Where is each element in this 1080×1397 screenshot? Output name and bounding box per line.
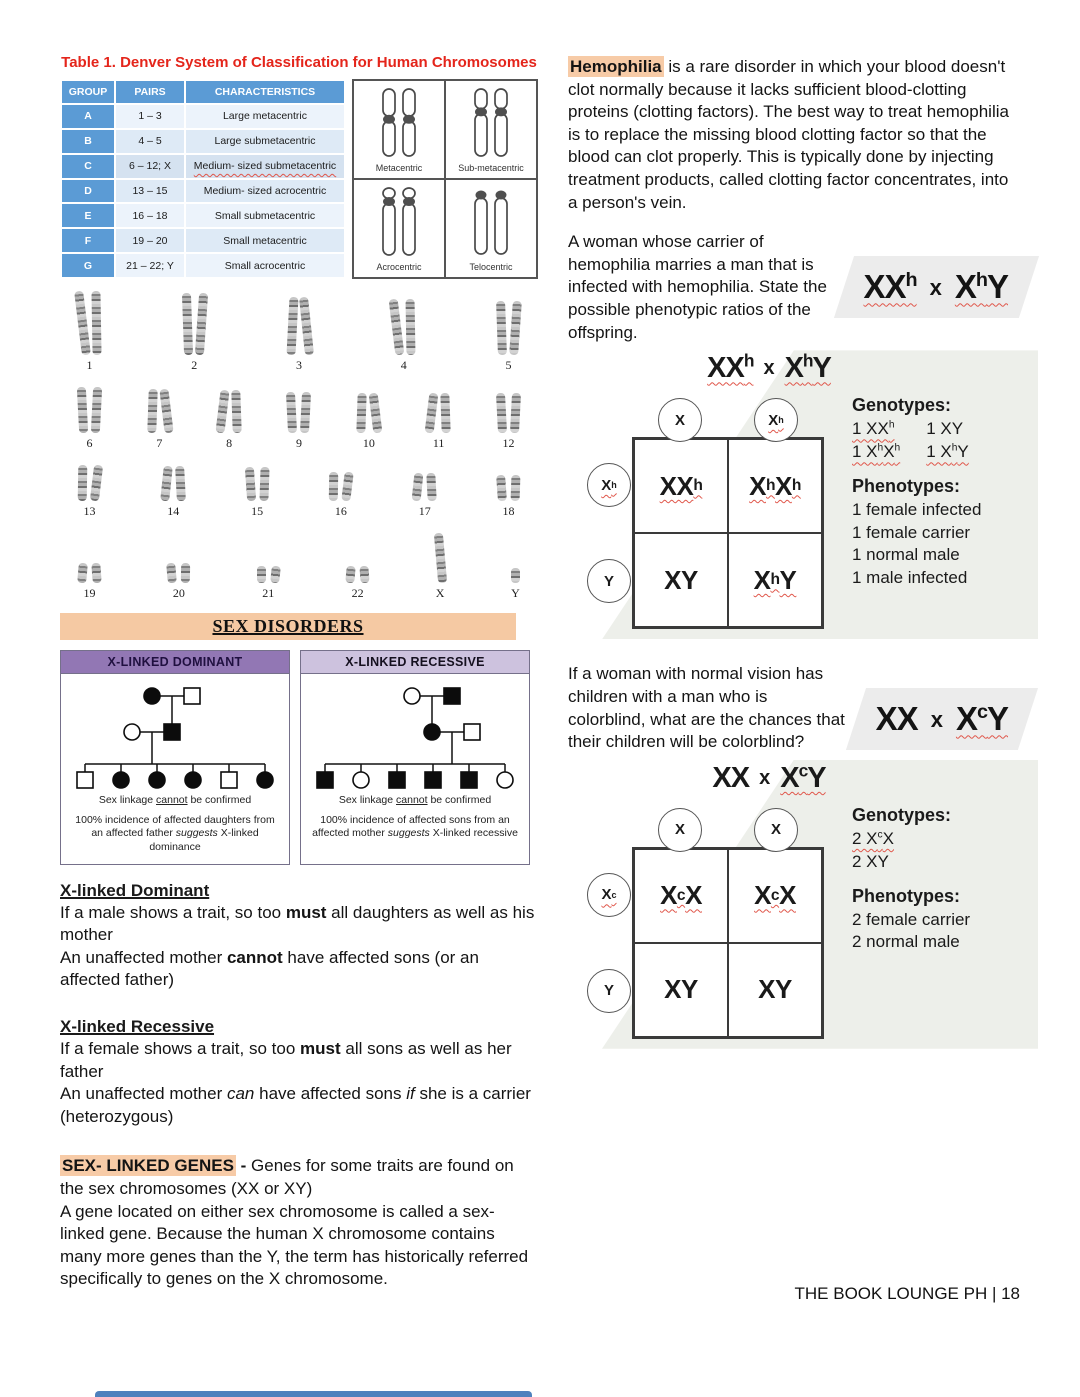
chromosome-number-label: 2 [191,358,198,372]
table-row [62,105,344,128]
characteristics-cell: Medium- sized submetacentric [186,155,344,178]
pairs-cell: 4 – 5 [116,130,184,153]
group-cell: E [62,204,114,227]
chromosome-number-label: 1 [86,358,93,372]
cross-notation-large [844,256,1029,318]
genotypes-label: Genotypes: [852,804,952,825]
paragraph: If a female shows a trait, so too must all sons as well as her father [60,1039,512,1081]
pairs-cell: 16 – 18 [116,204,184,227]
chromosome-number-label: 4 [400,358,407,372]
genotype-token: $XX^h$ [863,268,917,306]
chromosome-pair [329,472,352,519]
pedigree-card [300,650,530,865]
chromosome-type-label: Acrocentric [376,262,422,272]
chromosome-pair [257,566,280,601]
chromosome-number-label: 12 [502,436,515,450]
chromosome-illustration [366,85,432,161]
classification-table [60,79,346,279]
chromosome-type-label: Metacentric [375,163,423,173]
genotype-token: $X^hY$ [954,268,1008,306]
table-title: Table 1. Denver System of Classification for Human Chromosomes [61,54,537,71]
characteristics-cell: Small acrocentric [186,254,344,277]
next-page-table-edge [95,1391,532,1397]
chromosome-number-label: 18 [502,504,515,518]
gamete-circle: X c [587,873,631,917]
punnett-cell: X c X [634,849,728,943]
pedigree-diagram [67,680,283,792]
result-item: 2 normal male [852,932,960,952]
chromosome-number-label: 20 [172,586,185,600]
punnett-cell: XX h [634,439,728,533]
cross-notation-heading [604,762,934,795]
chromosome-pair [162,466,185,519]
col-header-pairs: PAIRS [116,81,184,103]
group-cell: F [62,229,114,252]
chromosome-illustration [458,184,524,260]
genotype-token: XX [712,761,750,794]
section-heading: X-linked Dominant [60,880,210,900]
section-heading: X-linked Recessive [60,1017,215,1036]
punnett-cell: XY [728,943,822,1037]
chromosome-pair [78,465,101,519]
punnett-results [852,395,981,629]
paragraph: A gene located on either sex chromosome is called a sex-linked gene. Because the human X chromosome contains many more genes than the Y, the term has historically referred specifically to genes on the X chromosome. [60,1201,529,1289]
pedigree-title: X-LINKED RECESSIVE [301,651,529,674]
chromosome-pair [436,533,445,601]
x-linked-dominant-section [60,881,538,992]
result-item: 1 XY [926,419,964,439]
gamete-circle: X [754,808,798,852]
x-linked-recessive-section [60,1017,538,1128]
characteristics-cell: Medium- sized acrocentric [186,180,344,203]
right-column [568,56,1020,1049]
highlighted-term: Hemophilia [570,57,662,76]
pedigree-caption: 100% incidence of affected sons from an affected mother suggests X-linked recessive [312,813,518,840]
chromosome-pair [148,389,171,451]
chromosome-pair [497,393,520,451]
pairs-cell: 1 – 3 [116,105,184,128]
chromosome-pair [218,390,241,451]
highlighted-term: SEX- LINKED GENES [62,1156,234,1176]
punnett-cell: XY [634,533,728,627]
hemophilia-question: $XX^h$ x $X^hY$ A woman whose carrier of hemophilia marries a man that is infected with hemophilia. State the possible phenotypic ratios of the offspring. [568,231,1020,344]
genotypes-label: Genotypes: [852,395,952,416]
punnett-square [582,803,824,1039]
phenotypes-label: Phenotypes: [852,885,961,906]
group-cell: A [62,105,114,128]
chromosome-number-label: 3 [296,358,302,372]
chromosome-number-label: 7 [156,436,163,450]
table-row [62,204,344,227]
pairs-cell: 13 – 15 [116,180,184,203]
chromosome-type-label: Telocentric [469,262,513,272]
punnett-results [852,805,970,1039]
pedigree-title: X-LINKED DOMINANT [61,651,289,674]
pedigree-caption: Sex linkage cannot be confirmed [98,794,252,806]
chromosome-number-label: 9 [295,436,302,450]
cross-separator: x [763,357,775,380]
chromosome-number-label: 22 [351,586,364,600]
chromosome-pair [427,393,450,451]
colorblind-question: XX x $X^cY$ If a woman with normal vision has children with a man who is colorblind, what are the chances that their children will be colorblind? [568,663,1020,753]
punnett-cell: XY [634,943,728,1037]
result-item: 1 $X^hX^h$ [852,442,901,462]
genotype-token: $X^cY$ [780,760,826,794]
result-item: 1 female carrier [852,522,971,542]
cross-notation-large [856,688,1028,750]
result-item: 1 $XX^h$ [852,419,895,439]
gamete-circle: X [658,808,702,852]
result-item: 1 male infected [852,567,968,587]
pairs-cell: 6 – 12; X [116,155,184,178]
table-header-row [62,81,344,103]
paragraph: If a male shows a trait, so too must all daughters as well as his mother [60,902,535,945]
punnett-cell: X h Y [728,533,822,627]
chromosome-number-label: 14 [167,504,180,518]
pedigree-charts [60,650,526,865]
pedigree-diagram [307,680,523,792]
chromosome-number-label: 13 [83,504,96,518]
punnett-section-colorblind [568,760,1020,1049]
chromosome-pair [288,297,311,373]
chromosome-pair [511,568,520,601]
cross-separator: x [929,275,942,301]
left-column [60,54,538,1291]
gamete-circle: X h [587,463,631,507]
table-row [62,130,344,153]
chromosome-number-label: 6 [86,436,93,450]
pedigree-caption: 100% incidence of affected daughters from an affected father suggests X-linked dominance [75,813,275,853]
chromosome-pair [413,473,436,519]
gamete-circle: X [658,398,702,442]
pairs-cell: 21 – 22; Y [116,254,184,277]
cross-separator: x [759,766,771,789]
chromosome-pair [287,392,310,451]
group-cell: B [62,130,114,153]
table-row [62,180,344,203]
table-row [62,229,344,252]
chromosome-number-label: 17 [418,504,431,518]
chromosome-pair [357,393,380,451]
chromosome-type-cell [353,80,445,179]
punnett-cell: X c X [728,849,822,943]
chromosome-number-label: 15 [251,504,264,518]
chromosome-pair [346,566,369,601]
result-item: 1 $X^hY$ [926,442,969,462]
chromosome-type-label: Sub-metacentric [458,163,524,173]
chromosome-pair [183,293,206,373]
chromosome-pair [392,299,415,373]
pedigree-card [60,650,290,865]
cross-notation-heading [604,352,934,385]
result-item: 2 XY [852,851,889,871]
paragraph: An unaffected mother cannot have affected sons (or an affected father) [60,947,479,990]
chromosome-pair [246,467,269,519]
page-footer: THE BOOK LOUNGE PH | 18 [794,1284,1020,1303]
hemophilia-paragraph: Hemophilia is a rare disorder in which your blood doesn't clot normally because it lacks sufficient blood-clotting proteins (clotting factors). The best way to treat hemophilia is to replace the missing blood clotting factor so that the blood can clot properly. This is typically done by injecting treatment products, called clotting factor concentrates, into a person's vein. [568,57,1009,212]
genotype-token: $X^hY$ [784,350,831,385]
punnett-cell: X h X h [728,439,822,533]
classification-section [60,79,538,279]
chromosome-number-label: 10 [362,436,375,450]
pedigree-caption: Sex linkage cannot be confirmed [338,794,492,806]
gamete-circle: X h [754,398,798,442]
chromosome-number-label: 21 [262,586,275,600]
cross-separator: x [930,707,943,733]
punnett-square [582,393,824,629]
col-header-characteristics: CHARACTERISTICS [186,81,344,103]
chromosome-illustration [458,85,524,161]
table-row [62,155,344,178]
group-cell: C [62,155,114,178]
chromosome-pair [78,387,101,451]
group-cell: G [62,254,114,277]
chromosome-types-diagram [352,79,538,279]
sex-linked-genes-section [60,1155,538,1291]
chromosome-pair [78,291,101,373]
sex-disorders-banner [60,613,516,640]
chromosome-type-cell [445,179,537,278]
characteristics-cell: Small submetacentric [186,204,344,227]
result-item: 2 $X^cX$ [852,828,894,848]
karyotype-image [60,291,538,601]
chromosome-number-label: 11 [432,436,445,450]
characteristics-cell: Large submetacentric [186,130,344,153]
phenotypes-label: Phenotypes: [852,476,961,497]
chromosome-illustration [366,184,432,260]
chromosome-number-label: 8 [226,436,233,450]
group-cell: D [62,180,114,203]
chromosome-pair [497,475,520,519]
genotype-token: $XX^h$ [707,350,754,385]
chromosome-type-cell [445,80,537,179]
pairs-cell: 19 – 20 [116,229,184,252]
result-item: 1 female infected [852,500,982,520]
gamete-circle: Y [587,969,631,1013]
chromosome-number-label: 16 [334,504,347,518]
chromosome-number-label: 19 [83,586,96,600]
genotype-token: $X^cY$ [955,700,1008,738]
table-row [62,254,344,277]
chromosome-pair [497,301,520,373]
chromosome-number-label: 5 [505,358,512,372]
sex-disorders-heading: SEX DISORDERS [212,616,364,636]
result-item: 2 female carrier [852,909,971,929]
genotype-token: XX [875,700,918,738]
result-item: 1 normal male [852,545,960,565]
chromosome-type-cell [353,179,445,278]
chromosome-number-label: Y [511,586,520,600]
paragraph: SEX- LINKED GENES - Genes for some traits are found on the sex chromosomes (XX or XY) [60,1156,514,1199]
gamete-circle: Y [587,559,631,603]
col-header-group: GROUP [62,81,114,103]
chromosome-number-label: X [435,586,445,600]
chromosome-pair [78,563,101,601]
chromosome-pair [167,563,190,601]
characteristics-cell: Large metacentric [186,105,344,128]
punnett-section-hemophilia [568,350,1020,639]
paragraph: An unaffected mother can have affected sons if she is a carrier (heterozygous) [60,1084,531,1126]
characteristics-cell: Small metacentric [186,229,344,252]
